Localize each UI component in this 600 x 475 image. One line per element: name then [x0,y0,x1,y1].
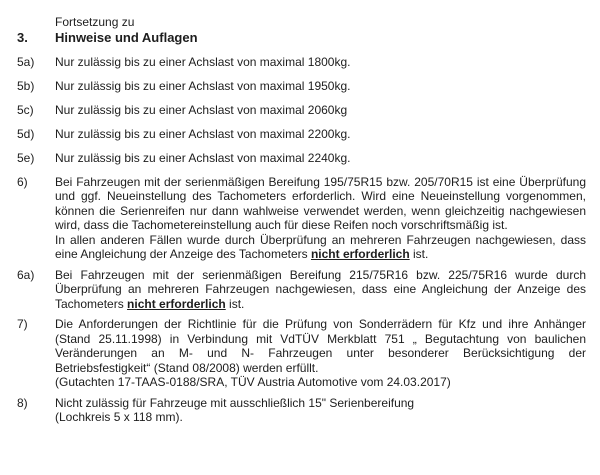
item-label: 6a) [17,267,35,282]
section-heading [17,30,586,46]
item-7 [17,317,586,390]
item-5d [17,127,586,142]
emphasis-nicht-erforderlich: nicht erforderlich [310,247,410,261]
item-7-reference: (Gutachten 17-TAAS-0188/SRA, TÜV Austria Automotive vom 24.03.2017) [55,375,451,389]
item-label: 8) [17,395,28,410]
paragraph-segment: Bei Fahrzeugen mit der serienmäßigen Bereifung 215/75R16 bzw. 225/75R16 wurde durch Überprüfung an mehreren Fahrzeugen nachgewiesen, dass eine Angleichung der Anzeige des Tachometers [55,267,586,311]
item-7-paragraph: Die Anforderungen der Richtlinie für die Prüfung von Sonderrädern für Kfz und ihre Anhänger (Stand 25.11.1998) in Verbindung mit VdTÜV Merkblatt 751 „ Begutachtung von baulichen Veränderungen an M- und N- Fahrzeugen unter besonderer Berücksichtigung der Betriebsfestigkeit“ (Stand 08/2008) werden erfüllt. [55,317,586,375]
item-label: 5c) [17,102,34,117]
item-6-paragraph-1: Bei Fahrzeugen mit der serienmäßigen Bereifung 195/75R15 bzw. 205/70R15 ist eine Überprüfung und ggf. Neueinstellung des Tachometers erforderlich. Wird eine Neueinstellung vorgenommen, können die Serienreifen nur dann wahlweise verwendet werden, wenn gleichzeitig nachgewiesen wird, dass die Tachometereinstellung auch für diese Reifen noch vorschriftsmäßig ist. [55,174,586,232]
item-5e [17,151,586,166]
item-6a [17,268,586,312]
item-6 [17,175,586,262]
continuation-label: Fortsetzung zu [55,15,135,29]
section-title: Hinweise und Auflagen [55,29,198,45]
item-text [55,317,586,390]
item-8 [17,396,586,425]
item-text: Nur zulässig bis zu einer Achslast von maximal 1950kg. [55,78,351,93]
item-label: 5b) [17,78,35,93]
item-text [55,396,586,425]
item-text: Nur zulässig bis zu einer Achslast von maximal 2240kg. [55,150,351,165]
section-number: 3. [17,29,28,45]
item-5b [17,79,586,94]
item-text: Nur zulässig bis zu einer Achslast von maximal 2060kg [55,102,348,117]
item-6a-paragraph [55,268,586,312]
item-label: 5e) [17,150,35,165]
paragraph-segment: In allen anderen Fällen wurde durch Überprüfung an mehreren Fahrzeugen nachgewiesen, dass eine Angleichung der Anzeige des Tachometers [55,232,586,261]
item-text [55,175,586,262]
item-5a [17,55,586,70]
item-label: 5a) [17,54,35,69]
item-label: 5d) [17,126,35,141]
item-text: Nur zulässig bis zu einer Achslast von maximal 2200kg. [55,126,351,141]
emphasis-nicht-erforderlich: nicht erforderlich [127,296,226,311]
item-8-line-1: Nicht zulässig für Fahrzeuge mit ausschließlich 15" Serienbereifung [55,395,415,410]
item-text [55,268,586,312]
item-text: Nur zulässig bis zu einer Achslast von maximal 1800kg. [55,54,351,69]
item-label: 7) [17,317,28,331]
item-6-paragraph-2 [55,233,586,262]
item-5c [17,103,586,118]
paragraph-segment: ist. [225,296,245,311]
item-label: 6) [17,174,28,189]
paragraph-segment: ist. [409,247,429,261]
item-8-line-2: (Lochkreis 5 x 118 mm). [55,410,183,424]
